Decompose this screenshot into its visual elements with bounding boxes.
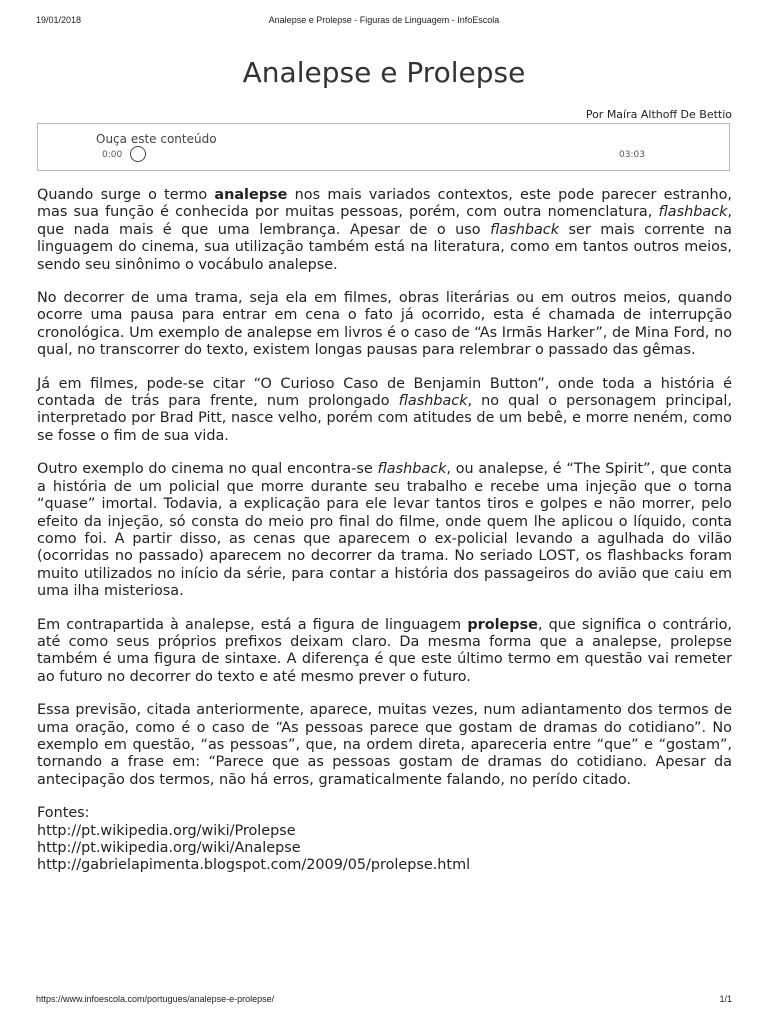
paragraph-text: Outro exemplo do cinema no qual encontra-se <box>37 461 378 478</box>
page-title: Analepse e Prolepse <box>242 56 526 89</box>
article-paragraph <box>37 290 732 360</box>
print-date: 19/01/2018 <box>36 15 82 25</box>
author-byline: Por Maíra Althoff De Bettio <box>585 108 732 121</box>
print-doc-title: Analepse e Prolepse - Figuras de Linguagem - InfoEscola <box>268 15 500 25</box>
paragraph-text: , ou analepse, é “The Spirit”, que conta a história de um policial que morre durante seu trabalho e recebe uma injeção que o torna “quase” imortal. Todavia, a explicação para ele levar tantos tiros e golpes e não morrer, pelo efeito da injeção, só consta do meio pro final do filme, onde quem lhe aplicou o líquido, conta como foi. A partir disso, as cenas que aparecem o ex-policial levando a agulhada do vilão (ocorridas no passado) aparecem no decorrer da trama. No seriado LOST, os flashbacks foram muito utilizados no início da série, para contar a história dos passageiros do avião que caiu em uma ilha misteriosa. <box>37 461 733 600</box>
article-paragraph <box>37 617 732 687</box>
sources-label: Fontes: <box>37 805 90 822</box>
player-duration: 03:03 <box>619 150 645 160</box>
bold-term: analepse <box>214 187 288 203</box>
print-page-number: 1/1 <box>719 994 732 1004</box>
italic-term: flashback <box>377 461 447 478</box>
article-paragraph <box>37 461 732 600</box>
paragraph-text: Essa previsão, citada anteriormente, aparece, muitas vezes, num adiantamento dos termos de uma oração, como é o caso de “As pessoas parece que gostam de dramas do cotidiano”. No exemplo em questão, “as pessoas”, que, na ordem direta, apareceria entre “que” e “gostam”, tornando a frase em: “Parece que as pessoas gostam de dramas do cotidiano. Apesar da antecipação dos termos, não há erros, gramaticalmente falando, no perído citado. <box>37 702 732 788</box>
article-paragraphs <box>37 187 732 789</box>
print-url: https://www.infoescola.com/portugues/analepse-e-prolepse/ <box>36 994 275 1004</box>
bold-term: prolepse <box>467 616 538 633</box>
paragraph-text: Quando surge o termo <box>37 187 215 203</box>
paragraph-text: ser mais corrente na linguagem do cinema, sua utilização também está na literatura, como em tantos outros meios, sendo seu sinônimo o vocábulo analepse. <box>37 221 732 273</box>
source-link[interactable]: http://pt.wikipedia.org/wiki/Analepse <box>37 840 301 856</box>
player-label: Ouça este conteúdo <box>96 132 217 146</box>
source-link[interactable]: http://gabrielapimenta.blogspot.com/2009/05/prolepse.html <box>37 857 471 874</box>
italic-term: flashback <box>490 221 560 238</box>
play-circle-icon[interactable] <box>130 146 146 162</box>
italic-term: flashback <box>658 204 728 221</box>
italic-term: flashback <box>398 393 468 410</box>
source-link[interactable]: http://pt.wikipedia.org/wiki/Prolepse <box>37 822 296 839</box>
paragraph-text: , que significa o contrário, até como seus próprios prefixos deixam claro. Da mesma forma que a analepse, prolepse também é uma figura de sintaxe. A diferença é que este último termo em questão vai remeter ao futuro no decorrer do texto e até mesmo prever o futuro. <box>37 616 732 685</box>
article-paragraph <box>37 702 732 789</box>
article-body <box>37 187 732 875</box>
paragraph-text: Já em filmes, pode-se citar “O Curioso Caso de Benjamin Button”, onde toda a história é contada de trás para frente, num prolongado <box>37 375 732 410</box>
sources-section <box>37 805 732 875</box>
article-paragraph <box>37 376 732 446</box>
player-current-time: 0:00 <box>102 150 123 160</box>
paragraph-text: No decorrer de uma trama, seja ela em filmes, obras literárias ou em outros meios, quando ocorre uma pausa para entrar em cena o fato já ocorrido, esta é chamada de interrupção cronológica. Um exemplo de analepse em livros é o caso de “As Irmãs Harker”, de Mina Ford, no qual, no transcorrer do texto, existem longas pausas para relembrar o passado das gêmas. <box>37 290 732 359</box>
paragraph-text: Em contrapartida à analepse, está a figura de linguagem <box>37 616 468 633</box>
paragraph-text: , que nada mais é que uma lembrança. Apesar de o uso <box>37 204 732 238</box>
paragraph-text: , no qual o personagem principal, interpretado por Brad Pitt, nasce velho, porém com atitudes de um bebê, e morre neném, como se fosse o fim de sua vida. <box>37 393 732 444</box>
article-paragraph <box>37 187 732 274</box>
audio-player <box>37 123 730 171</box>
paragraph-text: nos mais variados contextos, este pode parecer estranho, mas sua função é conhecida por muitas pessoas, porém, com outra nomenclatura, <box>37 187 732 221</box>
